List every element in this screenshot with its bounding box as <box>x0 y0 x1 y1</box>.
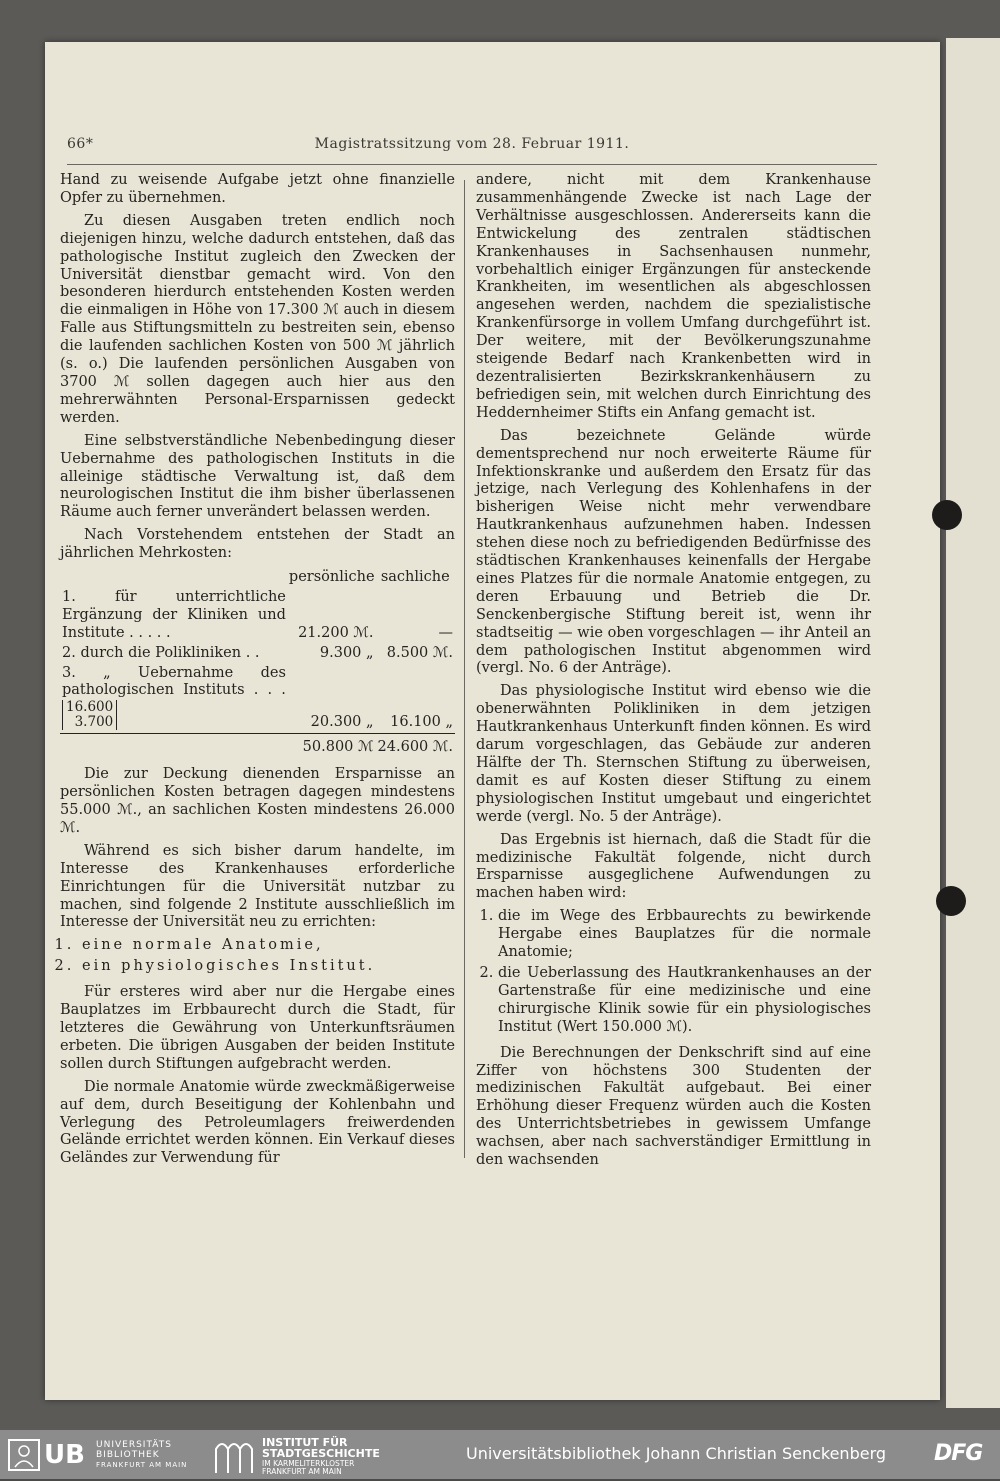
paragraph: Hand zu weisende Aufgabe jetzt ohne finanzielle Opfer zu übernehmen. <box>60 172 455 206</box>
column-divider <box>464 180 465 1158</box>
paragraph: andere, nicht mit dem Krankenhause zusammenhängende Zwecke ist nach Lage der Verhältnisse ausgeschlossen. Andererseits kann die Entwickelung des zentralen städtischen Krankenhauses in Sachsenhausen nunmehr, vorbehaltlich einiger Ergänzungen für ansteckende Krankheiten, im wesentlichen als abgeschlossen angesehen werden, nachdem die spezialistische Krankenfürsorge in vollem Umfang durchgeführt ist. Der weitere, mit der Bevölkerungszunahme steigende Bedarf nach Krankenbetten wird in dezentralisierten Bezirkskrankenhäusern zu befriedigen sein, mit welchen durch Einrichtung des Heddernheimer Stifts ein Anfang gemacht ist. <box>476 172 871 421</box>
paragraph: Das physiologische Institut wird ebenso wie die obenerwähnten Polikliniken in dem jetzigen Hautkrankenhaus Unterkunft finden können. Es wird darum vorgeschlagen, das Gebäude zur anderen Hälfte der Th. Sternschen Stiftung zu überweisen, damit es auf Kosten dieser Stiftung zu einem physiologischen Institut umgebaut und eingerichtet werde (vergl. No. 5 der Anträge). <box>476 683 871 825</box>
cell-personal: 20.300 „ <box>310 714 374 731</box>
dfg-logo[interactable]: DFG <box>934 1441 983 1466</box>
ifs-subtitle: IM KARMELITERKLOSTER FRANKFURT AM MAIN <box>262 1459 355 1476</box>
list-item: 1. die im Wege des Erbbaurechts zu bewirkende Hergabe eines Bauplatzes für die normale Anatomie; <box>498 908 871 962</box>
paragraph: Die Berechnungen der Denkschrift sind auf eine Ziffer von höchstens 300 Studenten der medizinischen Fakultät aufgebaut. Bei einer Erhöhung dieser Frequenz würden auch die Kosten des Unterrichtsbetriebes in gewissem Umfange wachsen, aber nach sachverständiger Ermittlung in den wachsenden <box>476 1044 871 1169</box>
paragraph: Für ersteres wird aber nur die Hergabe eines Bauplatzes im Erbbaurecht durch die Stadt, für letzteres die Gewährung von Unterkunftsräumen erbeten. Die übrigen Ausgaben der beiden Institute sollen durch Stiftungen aufgebracht werden. <box>60 984 455 1072</box>
paragraph: Das bezeichnete Gelände würde dementsprechend nur noch erweiterte Räume für Infektionskranke und außerdem den Ersatz für das jetzige, nach Verlegung des Kohlenhafens in der bisherigen Weise nicht mehr verwendbare Hautkrankenhaus aufzunehmen haben. Indessen stehen diese noch zu befriedigenden Bedürfnisse des städtischen Krankenhauses keinenfalls der Hergabe eines Platzes für die normale Anatomie entgegen, zu deren Erbauung und Betrieb die Dr. Senckenbergische Stiftung bereit ist, wenn ihr stadtseitig — wie oben vorgeschlagen — ihr Anteil an dem pathologischen Institut abgenommen wird (vergl. No. 6 der Anträge). <box>476 427 871 677</box>
footer-title[interactable]: Universitätsbibliothek Johann Christian Senckenberg <box>466 1444 887 1463</box>
punch-hole-top <box>932 500 962 530</box>
expenditure-list <box>476 908 871 1036</box>
paragraph: Die zur Deckung dienenden Ersparnisse an persönlichen Kosten betragen dagegen mindestens 55.000 ℳ., an sachlichen Kosten mindestens 26.000 ℳ. <box>60 766 455 836</box>
column-header-material: sachliche <box>380 569 450 586</box>
ifs-arches-icon <box>214 1437 254 1473</box>
paragraph: Die normale Anatomie würde zweckmäßigerweise auf dem, durch Beseitigung der Kohlenbahn und Verlegung des Petroleumlagers freiwerdenden Gelände errichtet werden können. Ein Verkauf dieses Geländes zur Verwendung für <box>60 1078 455 1167</box>
ifs-logo[interactable] <box>214 1436 434 1476</box>
table-row <box>60 664 455 734</box>
row-label: 3. „ Uebernahme des pathologischen Instituts . . . 16.600 3.700 <box>62 664 286 731</box>
table-row <box>60 644 455 664</box>
paragraph: Das Ergebnis ist hiernach, daß die Stadt für die medizinische Fakultät folgende, nicht durch Ersparnisse ausgeglichene Aufwendungen zu machen haben wird: <box>476 831 871 902</box>
header-rule <box>67 164 877 165</box>
paragraph: Während es sich bisher darum handelte, im Interesse des Krankenhauses erforderliche Einrichtungen für die Universität nutzbar zu machen, sind folgende 2 Institute ausschließlich im Interesse der Universität neu zu errichten: <box>60 842 455 931</box>
ub-name: UNIVERSITÄTS BIBLIOTHEK FRANKFURT AM MAIN <box>96 1440 188 1469</box>
right-column <box>476 172 871 1175</box>
row-label: 1. für unterrichtliche Ergänzung der Kliniken und Institute . . . . . <box>62 588 286 641</box>
cell-material: 8.500 ℳ. <box>386 644 453 661</box>
total-personal: 50.800 ℳ <box>288 734 376 758</box>
punch-hole-bottom <box>936 886 966 916</box>
cost-table <box>60 568 455 758</box>
running-head: Magistratssitzung vom 28. Februar 1911. <box>314 136 630 152</box>
paragraph: Eine selbstverständliche Nebenbedingung dieser Uebernahme des pathologischen Instituts in die alleinige städtische Verwaltung ist, daß dem neurologischen Institut die ihm bisher überlassenen Räume auch ferner unverändert belassen werden. <box>60 432 455 521</box>
total-material: 24.600 ℳ. <box>376 734 455 758</box>
list-item: 1. eine normale Anatomie, <box>82 937 455 955</box>
ub-portrait-icon <box>8 1439 40 1471</box>
table-row <box>60 588 455 644</box>
cell-personal: 21.200 ℳ. <box>298 624 374 641</box>
cell-material: 16.100 „ <box>390 714 453 731</box>
left-column <box>60 172 455 1173</box>
row-label: 2. durch die Polikliniken . . <box>62 644 260 661</box>
column-header-personal: persönliche <box>288 569 375 586</box>
ifs-name: INSTITUT FÜR STADTGESCHICHTE <box>262 1436 380 1460</box>
page-header <box>67 136 877 158</box>
list-item: 2. die Ueberlassung des Hautkrankenhauses an der Gartenstraße für eine medizinische und eine chirurgische Klinik sowie für ein physiologisches Institut (Wert 150.000 ℳ). <box>498 965 871 1037</box>
cell-material: — <box>438 624 453 641</box>
institute-list <box>60 937 455 976</box>
paragraph: Zu diesen Ausgaben treten endlich noch diejenigen hinzu, welche dadurch entstehen, daß das pathologische Institut zugleich den Zwecken der Universität dienstbar gemacht wird. Von den besonderen hierdurch entstehenden Kosten werden die einmaligen in Höhe von 17.300 ℳ auch in diesem Falle aus Stiftungsmitteln zu bestreiten sein, ebenso die laufenden sachlichen Kosten von 500 ℳ jährlich (s. o.) Die laufenden persönlichen Ausgaben von 3700 ℳ sollen dagegen auch hier aus den mehrerwähnten Personal-Ersparnissen gedeckt werden. <box>60 212 455 426</box>
next-page-edge <box>946 38 1000 1408</box>
page-number: 66* <box>67 136 94 152</box>
total-row <box>60 734 455 758</box>
cell-personal: 9.300 „ <box>319 644 374 661</box>
list-item: 2. ein physiologisches Institut. <box>82 958 455 976</box>
ub-letters: UB <box>44 1440 85 1470</box>
subtotal-bracket: 16.600 3.700 <box>62 700 117 730</box>
ub-logo[interactable] <box>8 1439 198 1471</box>
paragraph: Nach Vorstehendem entstehen der Stadt an jährlichen Mehrkosten: <box>60 527 455 562</box>
footer-bar <box>0 1430 1000 1479</box>
